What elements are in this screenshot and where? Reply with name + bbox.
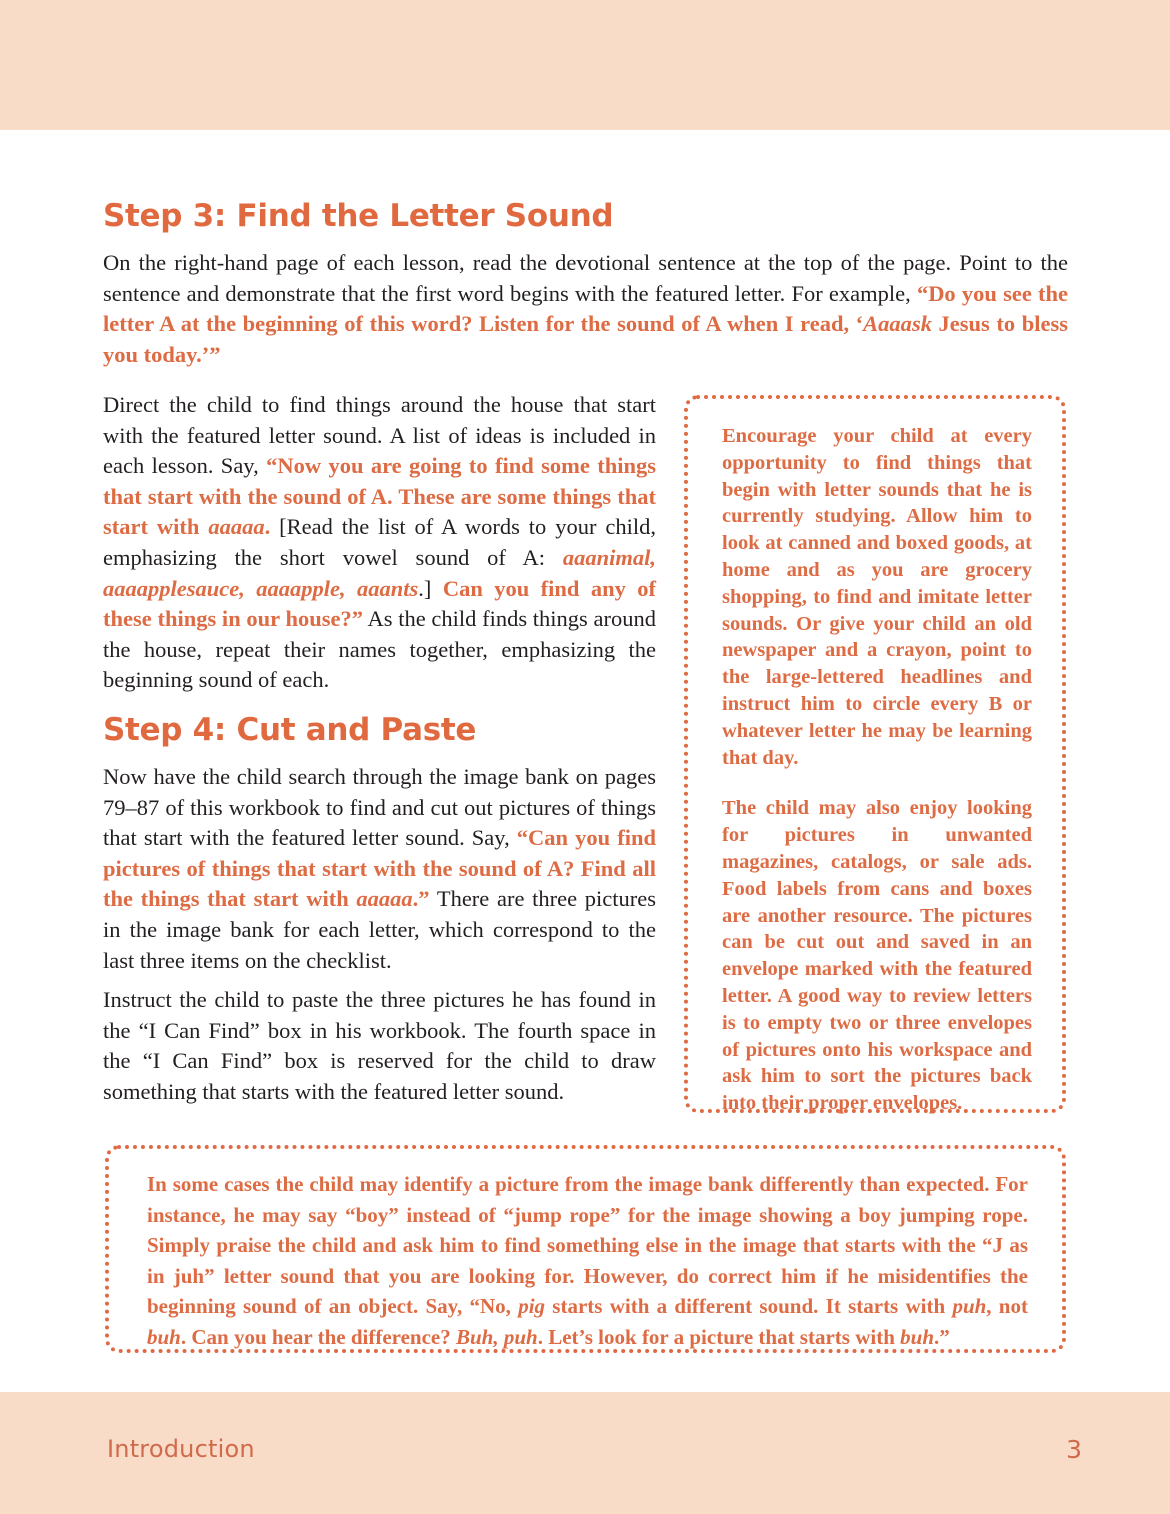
sidebar-tip-paragraph-2: The child may also enjoy looking for pictures in unwanted magazines, catalogs, or sale ads. Food labels from cans and boxes are another resource. The pictures can be cut out and saved in an envelope marked with the featured letter. A good way to review letters is to empty two or three envelopes of pictures onto his workspace and ask him to sort the pictures back into their proper envelopes. <box>722 797 1032 1115</box>
bottom-note-callout <box>105 1145 1066 1353</box>
paragraph-step4-paste-pictures: Instruct the child to paste the three pictures he has found in the “I Can Find” box in his workbook. The fourth space in the “I Can Find” box is reserved for the child to draw something that starts with the featured letter sound. <box>103 987 656 1104</box>
heading-step-4: Step 4: Cut and Paste <box>103 712 477 748</box>
paragraph-step3-intro: On the right-hand page of each lesson, read the devotional sentence at the top of the page. Point to the sentence and demonstrate that the first word begins with the featured letter. For example, “Do you see the letter A at the beginning of this word? Listen for the sound of A when I read, ‘Aaaask Jesus to bless you today.’” <box>103 250 1068 367</box>
footer-section-label: Introduction <box>107 1435 255 1463</box>
paragraph-step3-direct-child: Direct the child to find things around the house that start with the featured letter sound. A list of ideas is included in each lesson. Say, “Now you are going to find some things that start with the sound of A. These are some things that start with aaaaa. [Read the list of A words to your child, emphasizing the short vowel sound of A: aaanimal, aaaapplesauce, aaaapple, aaants.] Can you find any of these things in our house?” As the child finds things around the house, repeat their names together, emphasizing the beginning sound of each. <box>103 392 657 693</box>
page-footer <box>0 1392 1170 1514</box>
sidebar-tip-paragraph-1: Encourage your child at every opportunity to find things that begin with letter sounds that he is currently studying. Allow him to look at canned and boxed goods, at home and as you are grocery shopping, to find and imitate letter sounds. Or give your child an old newspaper and a crayon, point to the large-lettered headlines and instruct him to circle every B or whatever letter he may be learning that day. <box>722 425 1032 769</box>
footer-page-number: 3 <box>1066 1435 1082 1464</box>
heading-step-3: Step 3: Find the Letter Sound <box>103 198 614 234</box>
header-color-band <box>0 0 1170 130</box>
bottom-note-paragraph: In some cases the child may identify a picture from the image bank differently than expected. For instance, he may say “boy” instead of “jump rope” for the image showing a boy jumping rope. Simply praise the child and ask him to find something else in the image that starts with the “J as in juh” letter sound that you are looking for. However, do correct him if he misidentifies the beginning sound of an object. Say, “No, pig starts with a different sound. It starts with puh, not buh. Can you hear the difference? Buh, puh. Let’s look for a picture that starts with buh.” <box>147 1172 1028 1349</box>
page-content <box>0 130 1170 1392</box>
paragraph-step4-image-bank: Now have the child search through the image bank on pages 79–87 of this workbook to find and cut out pictures of things that start with the featured letter sound. Say, “Can you find pictures of things that start with the sound of A? Find all the things that start with aaaaa.” There are three pictures in the image bank for each letter, which correspond to the last three items on the checklist. <box>103 764 656 973</box>
sidebar-tip-callout <box>684 395 1066 1113</box>
